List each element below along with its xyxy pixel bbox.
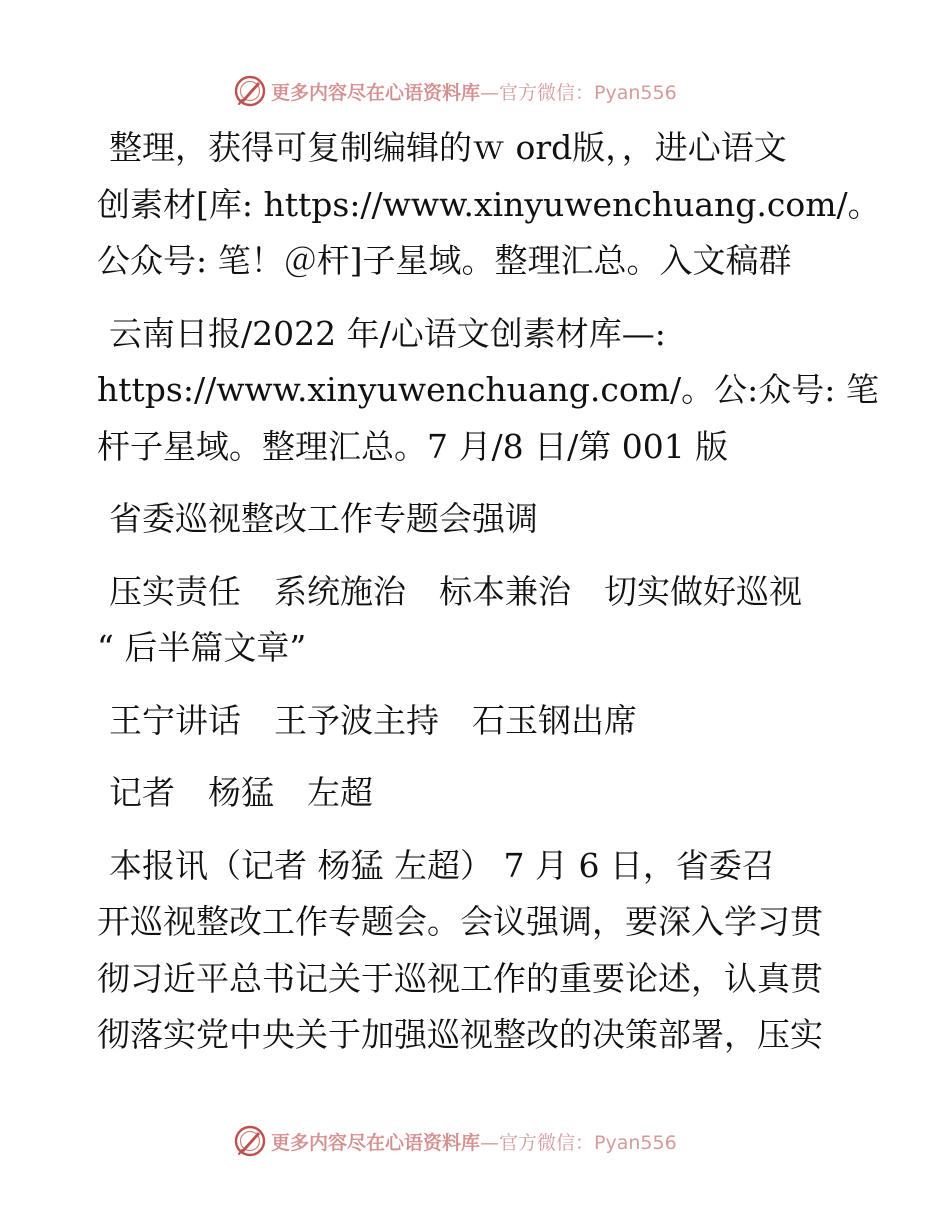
intro-paragraph (97, 120, 881, 290)
quill-circle-logo-icon (233, 1124, 267, 1158)
quill-circle-logo-icon (233, 74, 267, 108)
kicker-text: 省委巡视整改工作专题会强调 (109, 499, 538, 538)
watermark-separator: — (480, 81, 500, 104)
watermark-wechat-label: 官方微信： (499, 1131, 595, 1154)
watermark-wechat-label: 官方微信： (499, 81, 595, 104)
intro-line: 整理，获得可复制编辑的ｗ ord版，，进心语文 (109, 128, 787, 167)
headline-line: “ 后半篇文章” (97, 628, 307, 667)
watermark-text (271, 78, 677, 105)
header-watermark (233, 71, 677, 111)
source-paragraph (97, 306, 879, 476)
body-line: 彻习近平总书记关于巡视工作的重要论述，认真贯 (97, 958, 823, 998)
footer-watermark (233, 1121, 677, 1161)
body-line: 本报讯（记者 杨猛 左超） 7 月 6 日，省委召 (109, 845, 775, 885)
intro-line: 创素材[库: https://www.xinyuwenchuang.com/。 (97, 184, 881, 224)
headline-line: 压实责任 系统施治 标本兼治 切实做好巡视 (109, 571, 802, 611)
watermark-text (271, 1128, 677, 1155)
watermark-separator: — (480, 1131, 500, 1154)
document-content (97, 120, 881, 1064)
body-paragraph (97, 838, 857, 1064)
kicker (97, 491, 857, 548)
byline-text: 记者 杨猛 左超 (109, 773, 373, 812)
body-line: 开巡视整改工作专题会。会议强调，要深入学习贯 (97, 902, 823, 941)
watermark-brand: 更多内容尽在心语资料库 (271, 81, 481, 104)
watermark-wechat-id: Pyan556 (594, 81, 677, 104)
subhead-text: 王宁讲话 王予波主持 石玉钢出席 (109, 700, 637, 740)
source-line: 杆子星域。整理汇总。7 月/8 日/第 001 版 (97, 426, 729, 466)
headline (97, 564, 857, 677)
intro-line: 公众号: 笔！＠杆]子星域。整理汇总。入文稿群 (97, 241, 792, 280)
subhead (97, 693, 857, 750)
source-line: https://www.xinyuwenchuang.com/。公:众号: 笔 (97, 370, 879, 409)
watermark-wechat-id: Pyan556 (594, 1131, 677, 1154)
watermark-brand: 更多内容尽在心语资料库 (271, 1131, 481, 1154)
byline (97, 765, 857, 822)
source-line: 云南日报/2022 年/心语文创素材库—: (109, 313, 666, 353)
body-line: 彻落实党中央关于加强巡视整改的决策部署，压实 (97, 1015, 823, 1054)
